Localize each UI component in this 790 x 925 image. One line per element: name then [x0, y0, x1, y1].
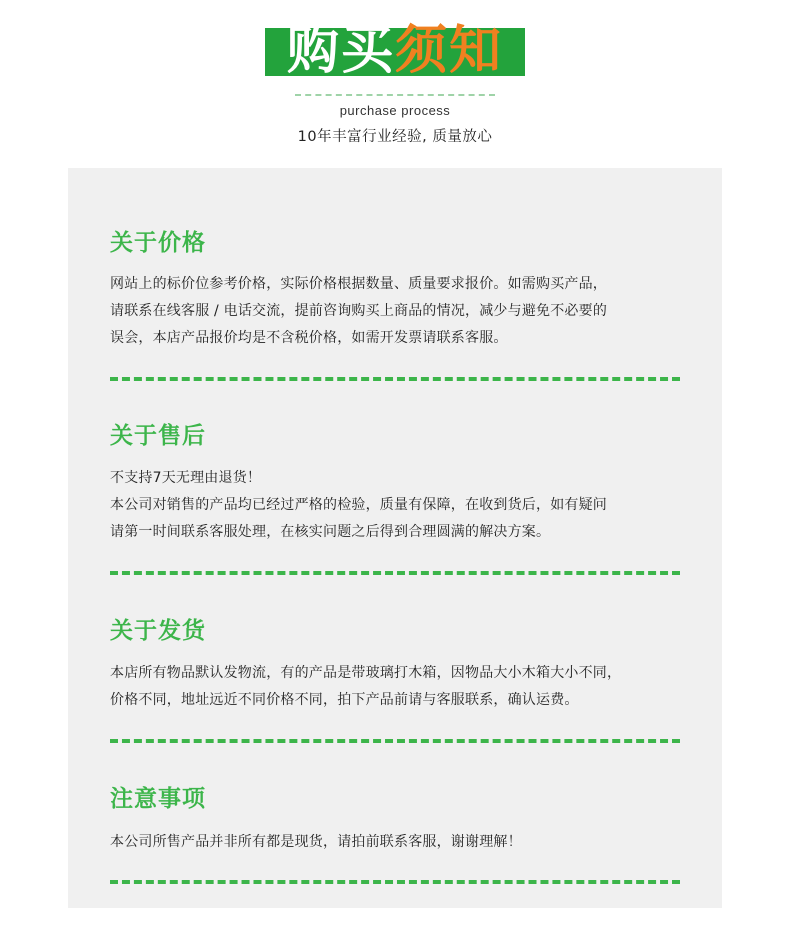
section-title-price: 关于价格 [110, 230, 206, 256]
section-notes [68, 743, 722, 856]
content-panel [68, 168, 722, 908]
page-header [0, 0, 790, 146]
title-dashed-divider [295, 94, 495, 96]
subtitle-english: purchase process [339, 103, 451, 118]
section-title-shipping: 关于发货 [110, 618, 206, 644]
section-line: 本公司对销售的产品均已经过严格的检验，质量有保障，在收到货后，如有疑问 [110, 497, 607, 513]
section-line: 价格不同，地址远近不同价格不同，拍下产品前请与客服联系，确认运费。 [110, 692, 579, 708]
section-shipping [68, 575, 722, 714]
section-line: 不支持7天无理由退货！ [110, 470, 262, 486]
section-line: 误会，本店产品报价均是不含税价格，如需开发票请联系客服。 [110, 330, 508, 346]
title-text-part-1: 购买 [286, 21, 395, 81]
section-line: 网站上的标价位参考价格，实际价格根据数量、质量要求报价。如需购买产品， [110, 276, 607, 292]
section-body-after-sales [110, 465, 680, 546]
section-body-price [110, 271, 680, 352]
section-title-notes: 注意事项 [110, 786, 206, 812]
section-after-sales [68, 381, 722, 546]
section-line: 请联系在线客服 / 电话交流，提前咨询购买上商品的情况，减少与避免不必要的 [110, 303, 608, 319]
section-line: 请第一时间联系客服处理，在核实问题之后得到合理圆满的解决方案。 [110, 524, 551, 540]
section-line: 本公司所售产品并非所有都是现货，请拍前联系客服，谢谢理解！ [110, 834, 522, 850]
section-line: 本店所有物品默认发物流，有的产品是带玻璃打木箱，因物品大小木箱大小不同， [110, 665, 622, 681]
section-about-price [68, 168, 722, 352]
section-title-after-sales: 关于售后 [110, 423, 206, 449]
title-text-part-2: 须知 [395, 21, 504, 81]
page-title [265, 14, 525, 88]
section-body-shipping [110, 660, 680, 714]
section-body-notes [110, 829, 680, 856]
title-text [265, 14, 525, 88]
subtitle-chinese: 10年丰富行业经验, 质量放心 [297, 129, 493, 145]
section-divider [110, 880, 680, 884]
